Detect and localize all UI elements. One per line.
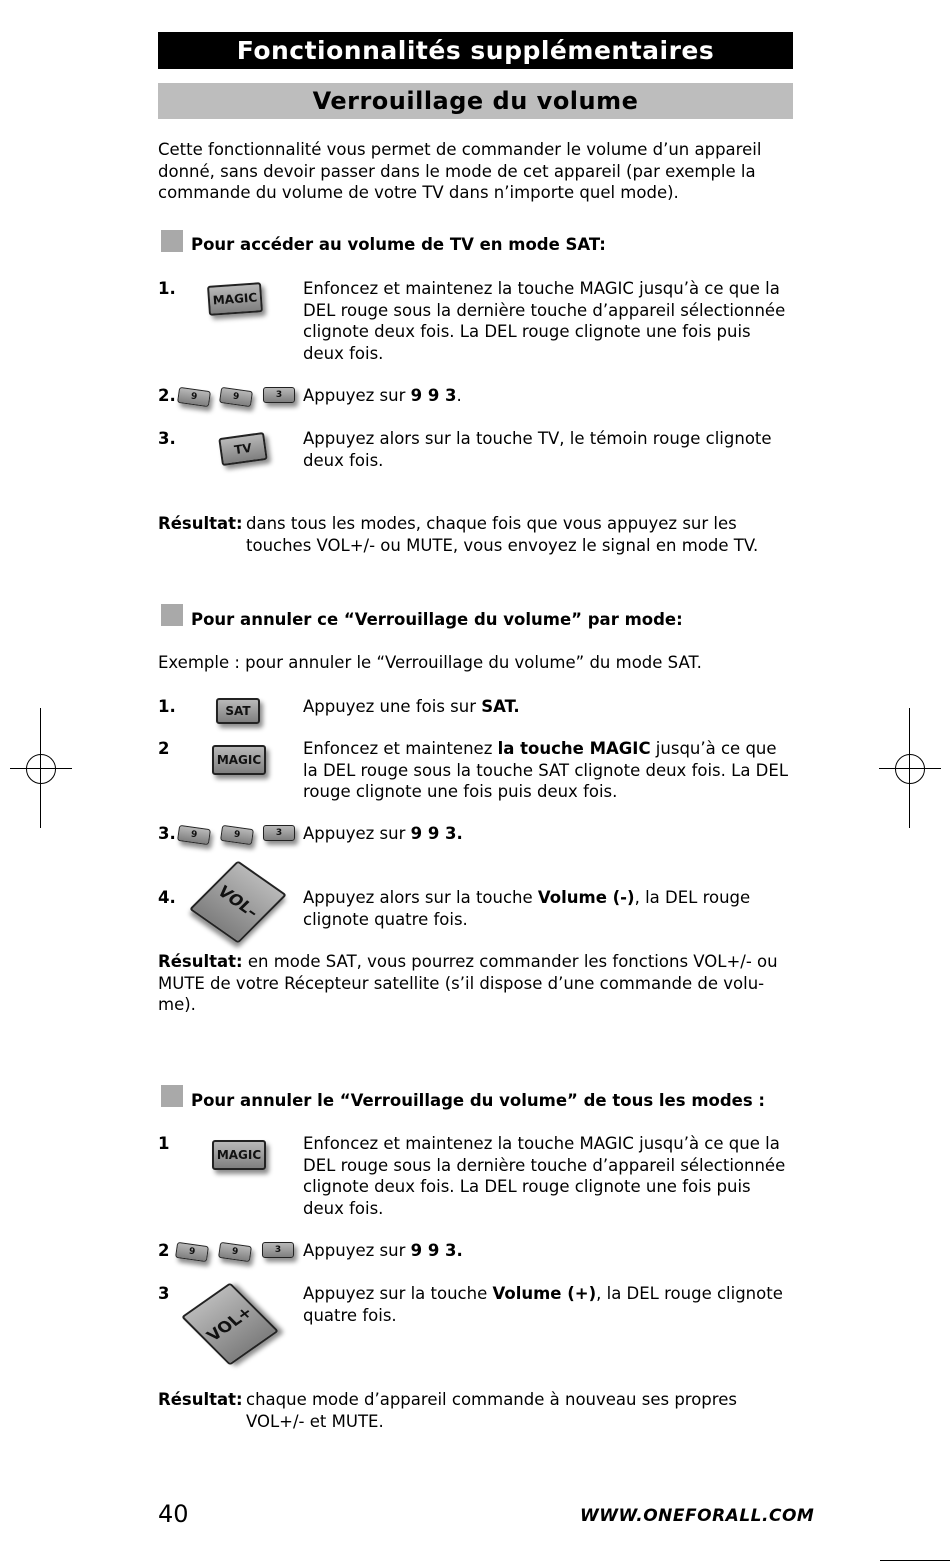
step-number: 1 (158, 1134, 170, 1153)
digit-key-icon: 9 (175, 1242, 209, 1262)
step-text: Appuyez sur 9 9 3. (303, 1241, 463, 1260)
step-number: 3 (158, 1284, 170, 1303)
section1-heading: Pour accéder au volume de TV en mode SAT: (191, 235, 606, 254)
registration-mark-icon (26, 754, 56, 784)
volume-down-key-icon: VOL– (189, 860, 287, 943)
section-title: Verrouillage du volume (158, 83, 793, 119)
digit-key-icon: 9 (220, 825, 254, 845)
example-text: Exemple : pour annuler le “Verrouillage du volume” du mode SAT. (158, 653, 702, 672)
section3-heading: Pour annuler le “Verrouillage du volume” de tous les modes : (191, 1091, 766, 1110)
registration-mark-icon (895, 754, 925, 784)
intro-paragraph: Cette fonctionnalité vous permet de commander le volume d’un appareil donné, sans devoir passer dans le mode de cet appareil (par exemple la commande du volume de votre TV dans n’importe quel mode). (158, 140, 762, 202)
step-number: 2 (158, 1241, 170, 1260)
step-text: Appuyez alors sur la touche Volume (-), la DEL rouge clignote quatre fois. (303, 888, 751, 929)
magic-key-icon: MAGIC (212, 1140, 266, 1170)
step-text: Appuyez alors sur la touche TV, le témoin rouge clignote deux fois. (303, 429, 772, 470)
section-marker-icon (161, 230, 183, 252)
step-number: 4. (158, 888, 176, 907)
crop-mark (880, 1560, 950, 1561)
step-text: Appuyez sur 9 9 3. (303, 386, 462, 405)
result-label: Résultat: (158, 1390, 243, 1409)
digit-key-icon: 9 (219, 387, 253, 407)
tv-key-icon: TV (218, 432, 267, 466)
digit-key-icon: 9 (177, 387, 211, 407)
digit-key-icon: 9 (218, 1242, 252, 1262)
digit-key-icon: 3 (263, 825, 295, 841)
magic-key-icon: MAGIC (212, 745, 266, 775)
result-paragraph: Résultat: en mode SAT, vous pourrez commander les fonctions VOL+/- ou MUTE de votre Récepteur satellite (s’il dispose d’une commande de volu-me). (158, 952, 778, 1014)
step-text: Enfoncez et maintenez la touche MAGIC jusqu’à ce que la DEL rouge sous la touche SAT clignote deux fois. La DEL rouge clignote une fois puis deux fois. (303, 739, 789, 801)
step-number: 2 (158, 739, 170, 758)
result-label: Résultat: (158, 514, 243, 533)
result-text: dans tous les modes, chaque fois que vous appuyez sur les touches VOL+/- ou MUTE, vous envoyez le signal en mode TV. (246, 514, 759, 555)
step-text: Appuyez sur 9 9 3. (303, 824, 463, 843)
step-number: 1. (158, 697, 176, 716)
magic-key-icon: MAGIC (207, 282, 263, 316)
result-text: chaque mode d’appareil commande à nouveau ses propres VOL+/- et MUTE. (246, 1390, 737, 1431)
section2-heading: Pour annuler ce “Verrouillage du volume” par mode: (191, 610, 683, 629)
step-number: 3. (158, 429, 176, 448)
page-number: 40 (158, 1500, 189, 1528)
section-marker-icon (161, 1085, 183, 1107)
step-text: Appuyez sur la touche Volume (+), la DEL rouge clignote quatre fois. (303, 1284, 783, 1325)
sat-key-icon: SAT (216, 698, 260, 724)
digit-key-icon: 3 (263, 387, 295, 403)
step-number: 2. (158, 386, 176, 405)
section-marker-icon (161, 604, 183, 626)
step-text: Appuyez une fois sur SAT. (303, 697, 520, 716)
step-text: Enfoncez et maintenez la touche MAGIC jusqu’à ce que la DEL rouge sous la dernière touche d’appareil sélectionnée clignote deux fois. La DEL rouge clignote une fois puis deux fois. (303, 1134, 786, 1218)
digit-key-icon: 9 (177, 825, 211, 845)
step-text: Enfoncez et maintenez la touche MAGIC jusqu’à ce que la DEL rouge sous la dernière touche d’appareil sélectionnée clignote deux fois. La DEL rouge clignote une fois puis deux fois. (303, 279, 786, 363)
website-url: WWW.ONEFORALL.COM (580, 1506, 815, 1526)
digit-key-icon: 3 (262, 1242, 294, 1258)
step-number: 1. (158, 279, 176, 298)
chapter-title: Fonctionnalités supplémentaires (158, 32, 793, 69)
step-number: 3. (158, 824, 176, 843)
volume-up-key-icon: VOL+ (181, 1282, 279, 1365)
